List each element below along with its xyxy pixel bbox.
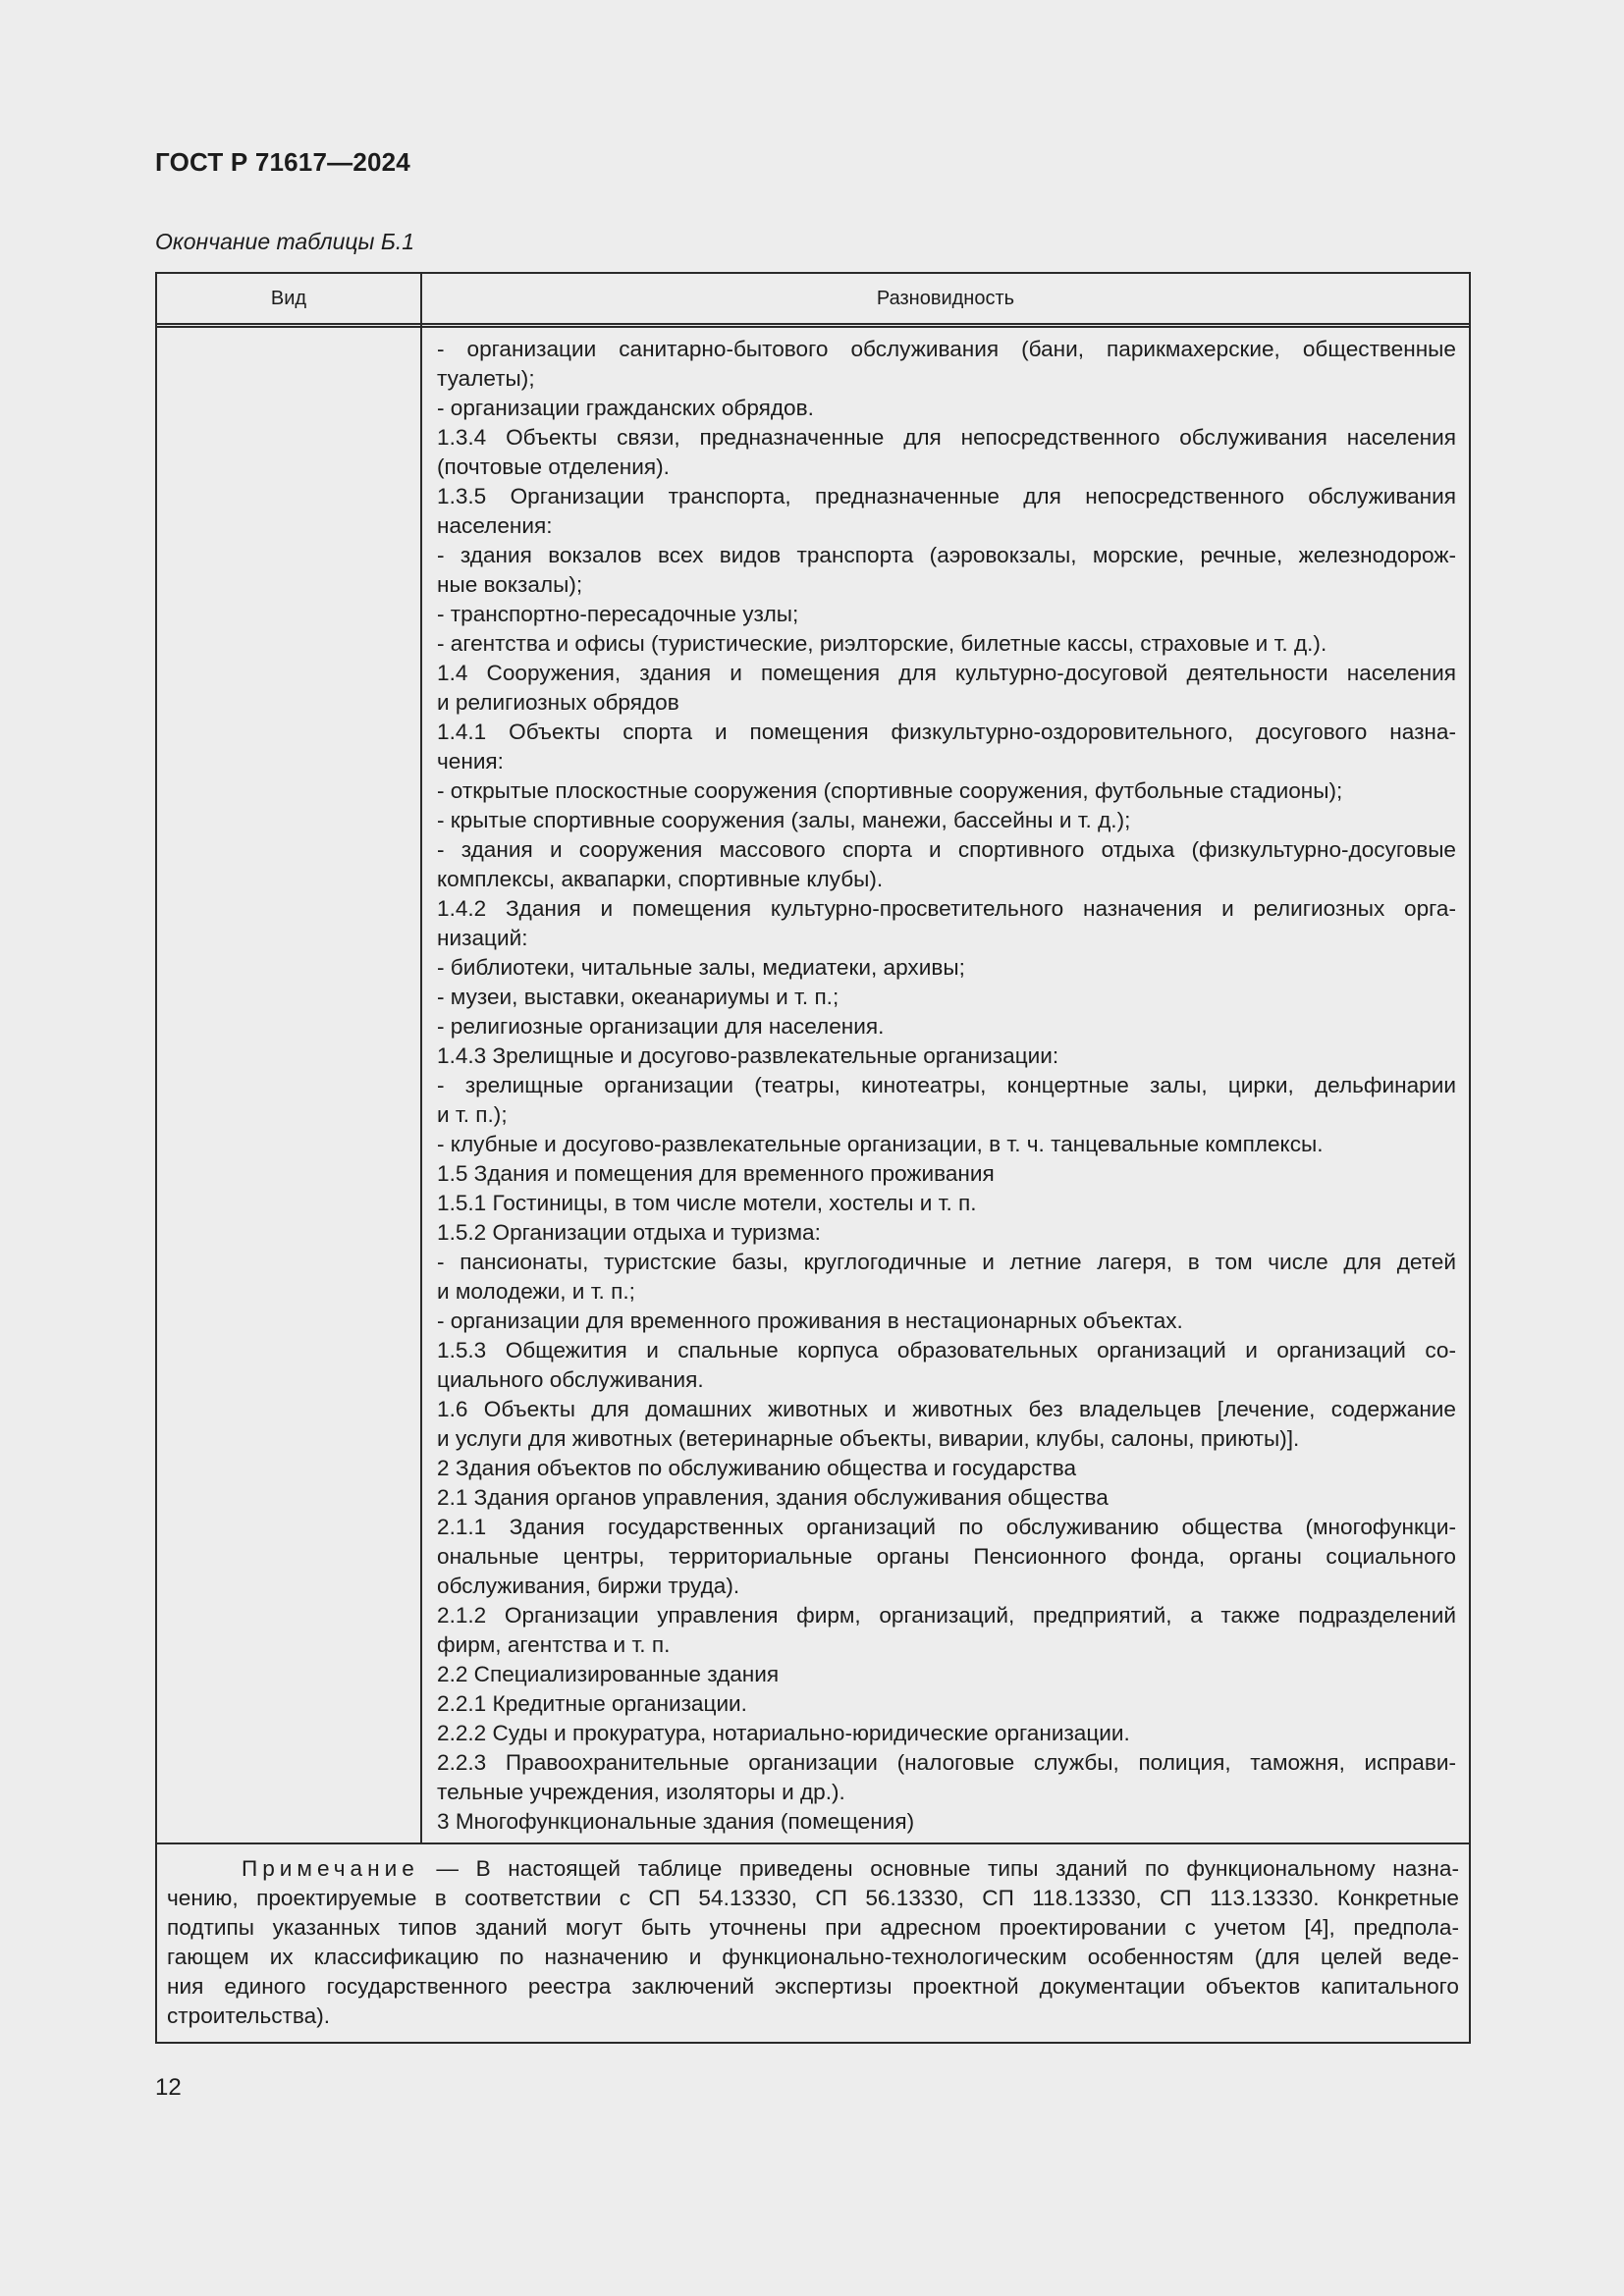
table-text-line: 1.5 Здания и помещения для временного проживания <box>437 1161 995 1186</box>
table-text-line: фирм, агентства и т. п. <box>437 1632 671 1657</box>
table-text-line: 3 Многофункциональные здания (помещения) <box>437 1809 915 1834</box>
table-text-line: - транспортно-пересадочные узлы; <box>437 602 799 626</box>
table-text-line: - религиозные организации для населения. <box>437 1014 885 1039</box>
table-text-line: 1.3.5 Организации транспорта, предназначенные для непосредственного обслуживания <box>437 484 1456 508</box>
note-line: подтипы указанных типов зданий могут быть уточнены при адресном проектировании с учетом [4], предпола- <box>167 1915 1459 1940</box>
table-text-line: 1.4.2 Здания и помещения культурно-просветительного назначения и религиозных орга- <box>437 896 1456 921</box>
table-text-line: 1.6 Объекты для домашних животных и животных без владельцев [лечение, содержание <box>437 1397 1456 1421</box>
column-divider <box>420 274 422 1844</box>
table-text-line: 2.1.2 Организации управления фирм, организаций, предприятий, а также подразделений <box>437 1603 1456 1628</box>
note-line <box>167 1854 1459 1884</box>
table-text-line: 1.4.3 Зрелищные и досугово-развлекательные организации: <box>437 1043 1059 1068</box>
column-header-raznovidnost: Разновидность <box>876 287 1015 309</box>
table-text-line: - пансионаты, туристские базы, круглогодичные и летние лагеря, в том числе для детей <box>437 1250 1456 1274</box>
note-label: Примечание <box>242 1856 419 1881</box>
table-text-line: 1.5.3 Общежития и спальные корпуса образовательных организаций и организаций со- <box>437 1338 1456 1362</box>
table-text-line: 2.1.1 Здания государственных организаций по обслуживанию общества (многофункци- <box>437 1515 1456 1539</box>
table-text-line: 2.2.3 Правоохранительные организации (налоговые службы, полиция, таможня, исправи- <box>437 1750 1456 1775</box>
table-text-line: 1.5.1 Гостиницы, в том числе мотели, хостелы и т. п. <box>437 1191 977 1215</box>
table-text-line: циального обслуживания. <box>437 1367 704 1392</box>
note-first-line-text: — В настоящей таблице приведены основные типы зданий по функциональному назна- <box>418 1856 1459 1881</box>
table-text-line: ональные центры, территориальные органы Пенсионного фонда, органы социального <box>437 1544 1456 1569</box>
table-text-line: населения: <box>437 513 553 538</box>
note-line: гающем их классификацию по назначению и функционально-технологическим особенностям (для целей веде- <box>167 1945 1459 1969</box>
table-text-line: ные вокзалы); <box>437 572 583 597</box>
table-text-line: обслуживания, биржи труда). <box>437 1574 740 1598</box>
table-text-line: и т. п.); <box>437 1102 508 1127</box>
table-header-row <box>157 274 1469 328</box>
document-header: ГОСТ Р 71617—2024 <box>155 147 410 177</box>
table-text-line: и услуги для животных (ветеринарные объекты, виварии, клубы, салоны, приюты)]. <box>437 1426 1300 1451</box>
table-text-line: - организации гражданских обрядов. <box>437 396 814 420</box>
table-text-line: тельные учреждения, изоляторы и др.). <box>437 1780 845 1804</box>
raznovidnost-cell <box>437 335 1456 1837</box>
table-text-line: 1.5.2 Организации отдыха и туризма: <box>437 1220 821 1245</box>
table-text-line: 2.2.2 Суды и прокуратура, нотариально-юридические организации. <box>437 1721 1130 1745</box>
table-text-line: 2 Здания объектов по обслуживанию общества и государства <box>437 1456 1077 1480</box>
table-text-line: - музеи, выставки, океанариумы и т. п.; <box>437 985 839 1009</box>
note-separator <box>157 1842 1469 1844</box>
table-text-line: - организации для временного проживания в нестационарных объектах. <box>437 1308 1183 1333</box>
table-text-line: 1.4.1 Объекты спорта и помещения физкультурно-оздоровительного, досугового назна- <box>437 720 1456 744</box>
table-text-line: и молодежи, и т. п.; <box>437 1279 635 1304</box>
table-text-line: - клубные и досугово-развлекательные организации, в т. ч. танцевальные комплексы. <box>437 1132 1324 1156</box>
table-b1 <box>155 272 1471 2044</box>
table-text-line: 1.3.4 Объекты связи, предназначенные для непосредственного обслуживания населения <box>437 425 1456 450</box>
table-text-line: 2.2 Специализированные здания <box>437 1662 780 1686</box>
table-text-line: 1.4 Сооружения, здания и помещения для культурно-досуговой деятельности населения <box>437 661 1456 685</box>
table-text-line: - организации санитарно-бытового обслуживания (бани, парикмахерские, общественные <box>437 337 1456 361</box>
table-note <box>167 1854 1459 2031</box>
table-text-line: 2.1 Здания органов управления, здания обслуживания общества <box>437 1485 1109 1510</box>
table-text-line: низаций: <box>437 926 528 950</box>
table-text-line: - зрелищные организации (театры, кинотеатры, концертные залы, цирки, дельфинарии <box>437 1073 1456 1097</box>
table-text-line: (почтовые отделения). <box>437 454 670 479</box>
note-line: строительства). <box>167 2003 331 2028</box>
table-text-line: 2.2.1 Кредитные организации. <box>437 1691 747 1716</box>
table-text-line: - библиотеки, читальные залы, медиатеки, архивы; <box>437 955 965 980</box>
table-text-line: - здания вокзалов всех видов транспорта (аэровокзалы, морские, речные, железнодорож- <box>437 543 1456 567</box>
table-text-line: - открытые плоскостные сооружения (спортивные сооружения, футбольные стадионы); <box>437 778 1343 803</box>
table-text-line: комплексы, аквапарки, спортивные клубы). <box>437 867 884 891</box>
table-text-line: чения: <box>437 749 504 774</box>
table-text-line: - крытые спортивные сооружения (залы, манежи, бассейны и т. д.); <box>437 808 1131 832</box>
page-number: 12 <box>155 2074 182 2101</box>
table-text-line: - агентства и офисы (туристические, риэлторские, билетные кассы, страховые и т. д.). <box>437 631 1327 656</box>
note-line: ния единого государственного реестра заключений экспертизы проектной документации объектов капитального <box>167 1974 1459 1999</box>
table-caption: Окончание таблицы Б.1 <box>155 229 415 254</box>
note-line: чению, проектируемые в соответствии с СП 54.13330, СП 56.13330, СП 118.13330, СП 113.13330. Конкретные <box>167 1886 1459 1910</box>
table-text-line: - здания и сооружения массового спорта и спортивного отдыха (физкультурно-досуговые <box>437 837 1456 862</box>
column-header-vid: Вид <box>270 287 307 309</box>
table-text-line: и религиозных обрядов <box>437 690 679 715</box>
table-text-line: туалеты); <box>437 366 535 391</box>
